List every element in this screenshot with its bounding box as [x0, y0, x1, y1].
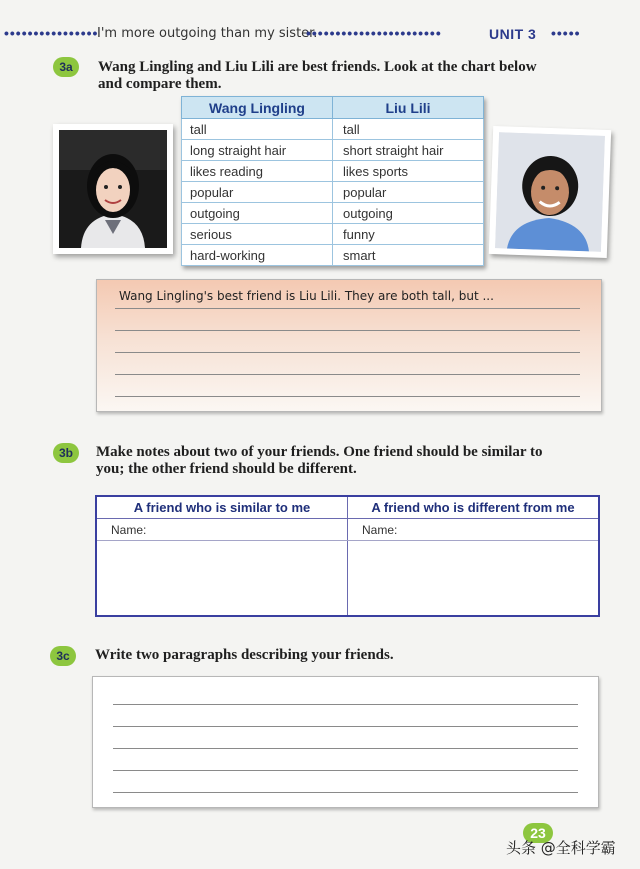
instruction-3a [98, 59, 618, 93]
chart-cell: tall [182, 119, 333, 140]
writing-line [113, 704, 578, 705]
chart-cell: outgoing [333, 203, 484, 224]
unit-subtitle: I'm more outgoing than my sister. [97, 26, 318, 41]
writing-line [113, 792, 578, 793]
chart-row [182, 203, 484, 224]
chart-cell: tall [333, 119, 484, 140]
instruction-3c: Write two paragraphs describing your friends. [95, 647, 394, 663]
instruction-3b-line2: you; the other friend should be different. [96, 461, 357, 477]
instruction-3a-line1: Wang Lingling and Liu Lili are best friends. Look at the chart below [98, 59, 537, 75]
comparison-chart [181, 96, 484, 266]
writing-line [115, 330, 580, 331]
chart-row [182, 224, 484, 245]
writing-line [115, 396, 580, 397]
chart-cell: smart [333, 245, 484, 266]
chart-header-liu-lili: Liu Lili [333, 97, 484, 119]
writing-line [115, 374, 580, 375]
page-number: 23 [523, 823, 553, 843]
chart-cell: popular [182, 182, 333, 203]
instruction-3b-line1: Make notes about two of your friends. One friend should be similar to [96, 444, 543, 460]
instruction-3b [96, 444, 621, 478]
chart-cell: likes reading [182, 161, 333, 182]
writing-prompt-3a: Wang Lingling's best friend is Liu Lili. They are both tall, but ... [119, 289, 494, 303]
chart-cell: hard-working [182, 245, 333, 266]
col-header-similar: A friend who is similar to me [133, 500, 311, 515]
table-name-rule [97, 540, 598, 541]
writing-line [113, 748, 578, 749]
chart-cell: serious [182, 224, 333, 245]
chart-row [182, 161, 484, 182]
header-dots-mid: ••••••••••••••••••••••• [306, 25, 442, 41]
chart-row [182, 140, 484, 161]
writing-line [115, 308, 580, 309]
section-badge-3b: 3b [53, 443, 79, 463]
section-badge-3a: 3a [53, 57, 79, 77]
section-badge-3c: 3c [50, 646, 76, 666]
instruction-3a-line2: and compare them. [98, 76, 222, 92]
writing-line [115, 352, 580, 353]
notes-area-similar[interactable] [98, 542, 346, 614]
photo-liu-lili [489, 126, 611, 258]
chart-cell: popular [333, 182, 484, 203]
girl-portrait-image [59, 130, 167, 248]
header-dots-right: ••••• [551, 25, 581, 41]
chart-row [182, 182, 484, 203]
chart-cell: outgoing [182, 203, 333, 224]
col-header-different: A friend who is different from me [371, 500, 575, 515]
writing-line [113, 726, 578, 727]
chart-row [182, 245, 484, 266]
chart-cell: short straight hair [333, 140, 484, 161]
chart-row [182, 119, 484, 140]
chart-cell: long straight hair [182, 140, 333, 161]
writing-box-3a[interactable] [96, 279, 602, 412]
header-dots-left: •••••••••••••••• [4, 25, 99, 41]
photo-wang-lingling [53, 124, 173, 254]
girl-portrait-image [495, 132, 605, 252]
chart-cell: funny [333, 224, 484, 245]
chart-header-wang-lingling: Wang Lingling [182, 97, 333, 119]
friends-notes-table [95, 495, 600, 617]
writing-box-3c[interactable] [92, 676, 599, 808]
writing-line [113, 770, 578, 771]
notes-area-different[interactable] [349, 542, 597, 614]
table-header-rule [97, 518, 598, 519]
chart-cell: likes sports [333, 161, 484, 182]
name-label-different: Name: [362, 523, 398, 537]
watermark-text: 头条 @全科学霸 [506, 839, 616, 857]
name-label-similar: Name: [111, 523, 147, 537]
unit-label: UNIT 3 [489, 26, 537, 42]
